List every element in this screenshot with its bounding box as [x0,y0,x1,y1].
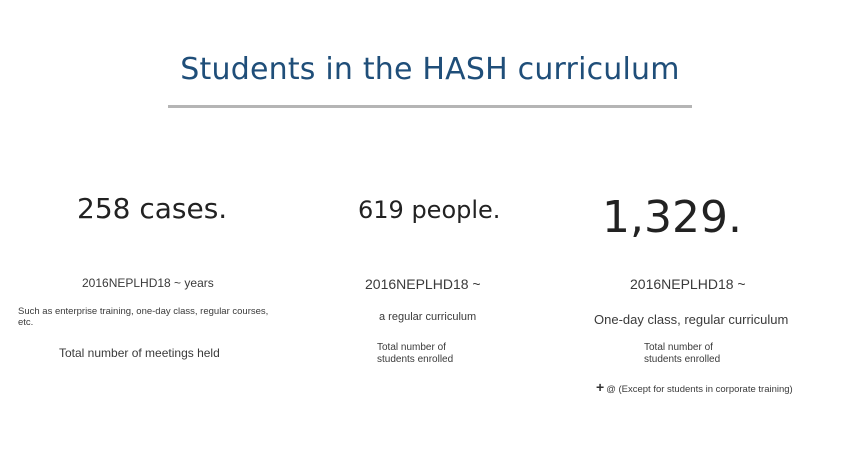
plus-icon: + [596,379,605,395]
stat-value: 1,329. [602,192,742,243]
stat-scope: Such as enterprise training, one-day class, regular courses, etc. [18,306,269,328]
stat-scope: a regular curriculum [379,311,477,323]
stat-note [596,379,793,395]
stat-period: 2016NEPLHD18 ~ [630,276,746,292]
stat-caption: Total number of meetings held [59,346,220,360]
stat-caption: Total number of students enrolled [377,342,454,365]
stat-value: 619 people. [358,196,501,224]
stat-scope: One-day class, regular curriculum [594,312,789,327]
stat-period: 2016NEPLHD18 ~ years [82,276,214,290]
title-divider [168,105,692,108]
stat-note-text: @ (Except for students in corporate training) [606,384,793,395]
stat-value: 258 cases. [77,192,228,225]
page-title: Students in the HASH curriculum [180,52,680,87]
stat-caption: Total number of students enrolled [644,342,721,365]
stat-period: 2016NEPLHD18 ~ [365,276,481,292]
